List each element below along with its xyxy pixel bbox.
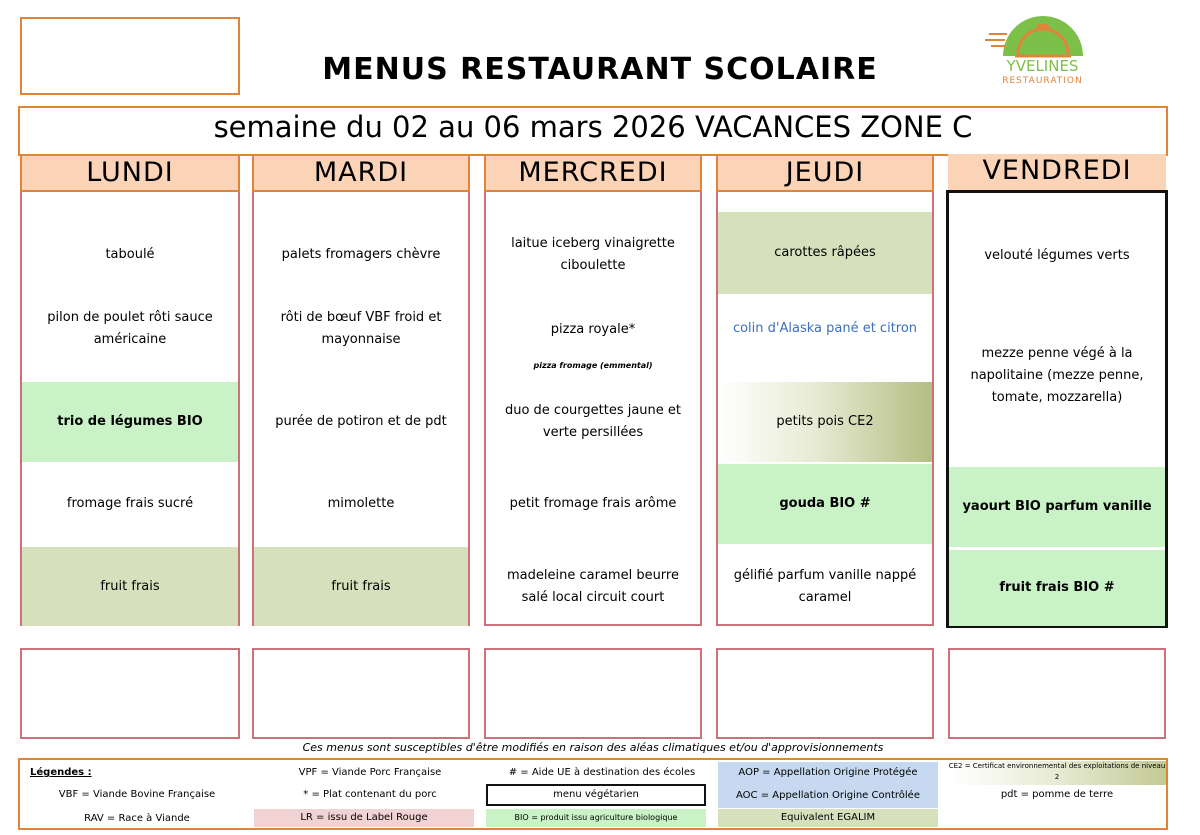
legend-ce2: CE2 = Certificat environnemental des exploitations de niveau 2 [948,761,1166,785]
page-title: MENUS RESTAURANT SCOLAIRE [322,52,878,87]
empty-box-mardi [252,648,470,739]
jeudi-laitage: gouda BIO # [718,464,932,544]
day-header-jeudi: JEUDI [716,154,934,192]
day-header-mardi: MARDI [252,154,470,192]
empty-box-jeudi [716,648,934,739]
legend-title: Légendes : [30,767,92,778]
legend-vpf: VPF = Viande Porc Française [298,767,442,778]
mercredi-entree: laitue iceberg vinaigrette ciboulette [511,236,675,273]
mercredi-dessert: madeleine caramel beurre salé local circuit court [507,567,679,605]
lundi-dessert: fruit frais [22,547,238,626]
mardi-plat: rôti de bœuf VBF froid et mayonnaise [280,310,442,347]
mardi-dessert: fruit frais [254,547,468,626]
empty-box-lundi [20,648,240,739]
week-title: semaine du 02 au 06 mars 2026 VACANCES ZONE C [213,110,973,144]
jeudi-dessert: gélifié parfum vanille nappé caramel [733,567,917,605]
lundi-laitage: fromage frais sucré [66,496,194,511]
legend-star: * = Plat contenant du porc [303,789,437,800]
legend-bio: BIO = produit issu agriculture biologique [486,809,706,827]
menu-column-mardi [252,192,470,626]
legend-vbf: VBF = Viande Bovine Française [58,789,216,800]
legend-hash: # = Aide UE à destination des écoles [508,767,696,778]
mercredi-plat-alternative: pizza fromage (emmental) [533,361,653,370]
day-header-lundi: LUNDI [20,154,240,192]
mardi-laitage: mimolette [327,496,395,511]
vendredi-entree: velouté légumes verts [984,248,1130,263]
legend-aoc: AOC = Appellation Origine Contrôlée [718,784,938,808]
logo-line-2: RESTAURATION [1002,76,1083,86]
menu-column-jeudi [716,192,934,626]
lundi-entree: taboulé [105,247,155,262]
yvelines-restauration-logo [985,10,1100,90]
cloche-icon [985,10,1100,60]
vendredi-laitage: yaourt BIO parfum vanille [949,467,1165,547]
vendredi-dessert: fruit frais BIO # [949,550,1165,626]
mardi-accompagnement: purée de potiron et de pdt [275,414,447,429]
lundi-accompagnement: trio de légumes BIO [22,382,238,462]
legend-egalim: Equivalent EGALIM [718,809,938,827]
logo-line-1: YVELINES [1006,57,1079,75]
menu-column-mercredi [484,192,702,626]
legend-vegetarien: menu végétarien [486,784,706,806]
legend-rav: RAV = Race à Viande [84,813,190,824]
empty-header-box [20,17,240,95]
jeudi-plat: colin d'Alaska pané et citron [732,321,918,336]
mercredi-laitage: petit fromage frais arôme [509,496,677,511]
vendredi-plat: mezze penne végé à la napolitaine (mezze penne, tomate, mozzarella) [970,346,1144,405]
menu-column-vendredi [946,190,1168,628]
empty-box-vendredi [948,648,1166,739]
jeudi-accompagnement: petits pois CE2 [718,382,932,462]
day-header-mercredi: MERCREDI [484,154,702,192]
legend-label-rouge: LR = issu de Label Rouge [254,809,474,827]
lundi-plat: pilon de poulet rôti sauce américaine [47,310,213,347]
jeudi-entree: carottes râpées [718,212,932,294]
mercredi-plat: pizza royale* [550,322,636,337]
disclaimer: Ces menus sont susceptibles d'être modifiés en raison des aléas climatiques et/ou d'approvisionnements [302,741,884,754]
legend-pdt: pdt = pomme de terre [1000,789,1114,800]
empty-box-mercredi [484,648,702,739]
menu-column-lundi [20,192,240,626]
mardi-entree: palets fromagers chèvre [281,247,441,262]
legend-aop: AOP = Appellation Origine Protégée [718,762,938,784]
day-header-vendredi: VENDREDI [948,154,1166,192]
mercredi-accompagnement: duo de courgettes jaune et verte persillées [504,403,682,440]
legend [18,758,1168,830]
